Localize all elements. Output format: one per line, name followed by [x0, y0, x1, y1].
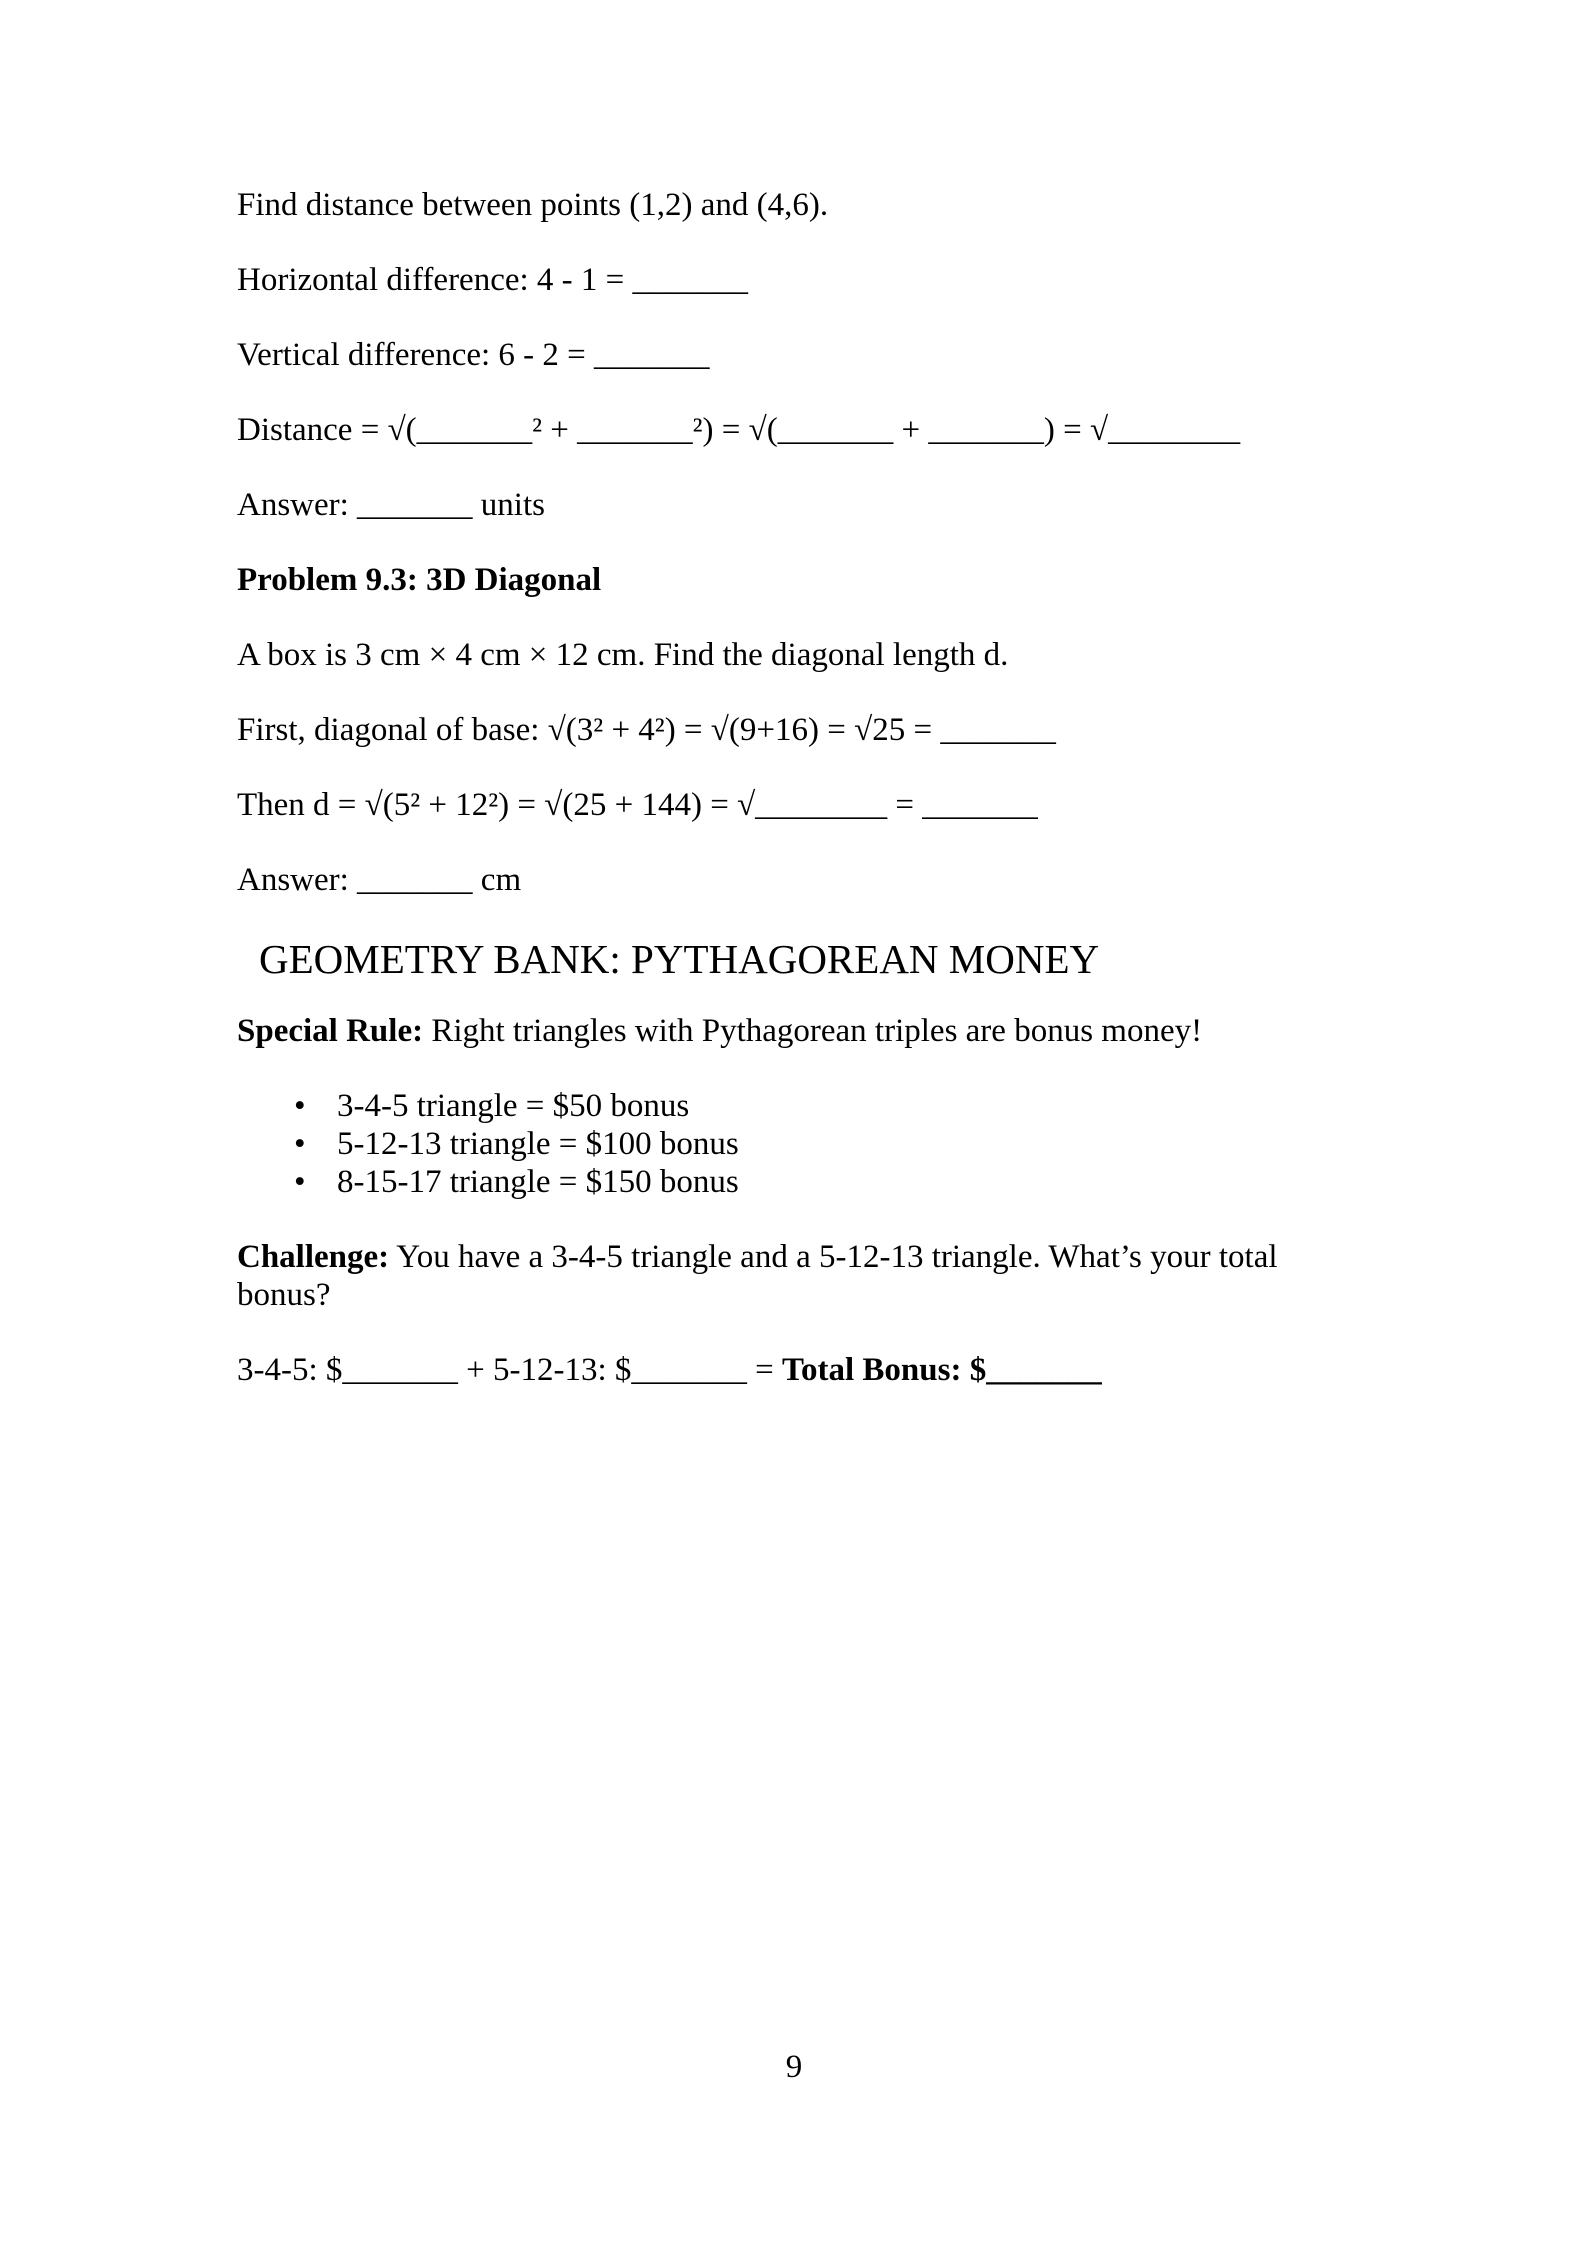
document-content [237, 186, 1357, 1426]
special-rule-label: Special Rule: [237, 1013, 424, 1049]
geometry-bank-title: GEOMETRY BANK: PYTHAGOREAN MONEY [259, 936, 1100, 982]
page-number: 9 [785, 2049, 803, 2085]
bullet-icon: • [294, 1164, 306, 1200]
bonus-equation-total-label: Total Bonus: $ [782, 1352, 987, 1388]
box-statement: A box is 3 cm × 4 cm × 12 cm. Find the diagonal length d. [237, 637, 1009, 673]
diagonal-answer-line: Answer: _______ cm [237, 862, 522, 898]
distance-problem-intro: Find distance between points (1,2) and (4,6). [237, 187, 829, 223]
bonus-item-text: 5-12-13 triangle = $100 bonus [337, 1126, 739, 1162]
challenge-text: You have a 3-4-5 triangle and a 5-12-13 triangle. What’s your total bonus? [237, 1239, 1278, 1313]
distance-answer-line: Answer: _______ units [237, 487, 545, 523]
special-rule-line [237, 1012, 1357, 1050]
vertical-difference-line: Vertical difference: 6 - 2 = _______ [237, 337, 710, 373]
list-item [294, 1087, 1357, 1125]
problem-93-heading: Problem 9.3: 3D Diagonal [237, 562, 602, 598]
base-diagonal-step: First, diagonal of base: √(3² + 4²) = √(9+16) = √25 = _______ [237, 712, 1056, 748]
bonus-item-text: 8-15-17 triangle = $150 bonus [337, 1164, 739, 1200]
challenge-line [237, 1238, 1317, 1314]
bonus-equation-line [237, 1351, 1357, 1389]
list-item [294, 1163, 1357, 1201]
distance-formula-line: Distance = √(_______² + _______²) = √(_______ + _______) = √________ [237, 412, 1241, 448]
bonus-list [237, 1087, 1357, 1201]
bullet-icon: • [294, 1126, 306, 1162]
horizontal-difference-line: Horizontal difference: 4 - 1 = _______ [237, 262, 749, 298]
bullet-icon: • [294, 1088, 306, 1124]
list-item [294, 1125, 1357, 1163]
special-rule-text: Right triangles with Pythagorean triples are bonus money! [423, 1013, 1203, 1049]
bonus-equation-prefix: 3-4-5: $_______ + 5-12-13: $_______ = [237, 1352, 783, 1388]
challenge-label: Challenge: [237, 1239, 390, 1275]
bonus-equation-total-blank: _______ [986, 1352, 1102, 1388]
bonus-item-text: 3-4-5 triangle = $50 bonus [337, 1088, 690, 1124]
space-diagonal-step: Then d = √(5² + 12²) = √(25 + 144) = √________ = _______ [237, 787, 1038, 823]
